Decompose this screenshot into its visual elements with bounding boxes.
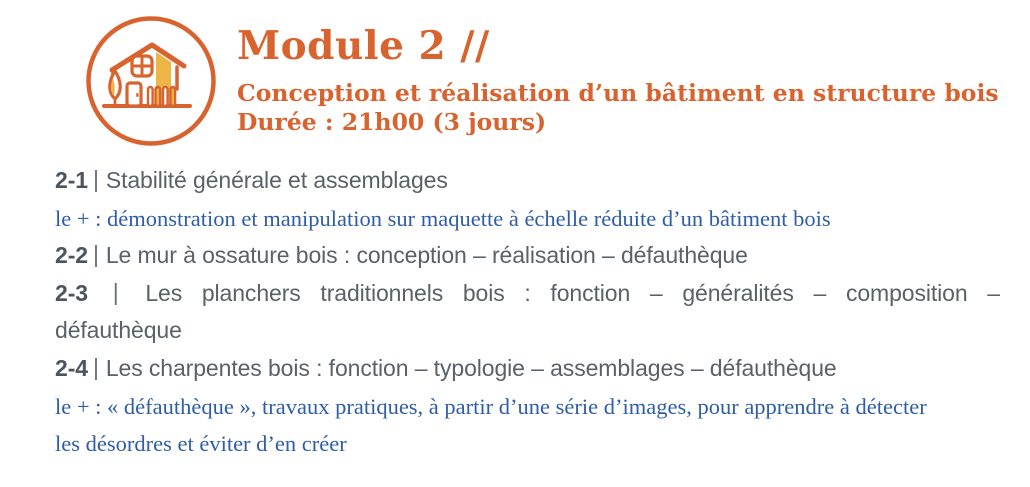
module-duration: Durée : 21h00 (3 jours) (237, 108, 547, 136)
item-number: 2-4 (55, 354, 88, 381)
item-number: 2-1 (55, 167, 88, 193)
course-item-2-2 (55, 237, 1000, 275)
course-item-2-3-continuation: défauthèque (55, 317, 182, 344)
item-separator: | (92, 353, 99, 380)
house-icon (84, 14, 218, 148)
item-number: 2-2 (55, 242, 88, 269)
item-separator: | (112, 278, 119, 305)
module-program-list (55, 162, 1000, 463)
course-highlight-2-line-1: le + : « défauthèque », travaux pratiques, à partir d’une série d’images, pour apprendre à détecter (55, 393, 927, 419)
item-text: Le mur à ossature bois : conception – réalisation – défauthèque (105, 242, 748, 269)
module-title: Module 2 // (237, 23, 490, 69)
course-highlight-2-line-2: les désordres et éviter d’en créer (55, 431, 347, 457)
course-item-2-1 (55, 162, 1000, 200)
module-subtitle: Conception et réalisation d’un bâtiment en structure bois (237, 79, 999, 107)
item-text: Stabilité générale et assemblages (105, 167, 448, 193)
title-block (237, 22, 999, 137)
item-separator: | (92, 241, 99, 268)
item-text: Les charpentes bois : fonction – typologie – assemblages – défauthèque (105, 354, 837, 381)
course-highlight-1: le + : démonstration et manipulation sur maquette à échelle réduite d’un bâtiment bois (55, 205, 831, 231)
item-number: 2-3 (55, 279, 88, 306)
item-text-line-1: Les planchers traditionnels bois : fonction – généralités – composition – (145, 279, 1000, 306)
item-separator: | (92, 166, 99, 192)
course-item-2-3 (55, 275, 1000, 313)
course-item-2-4 (55, 350, 1000, 388)
